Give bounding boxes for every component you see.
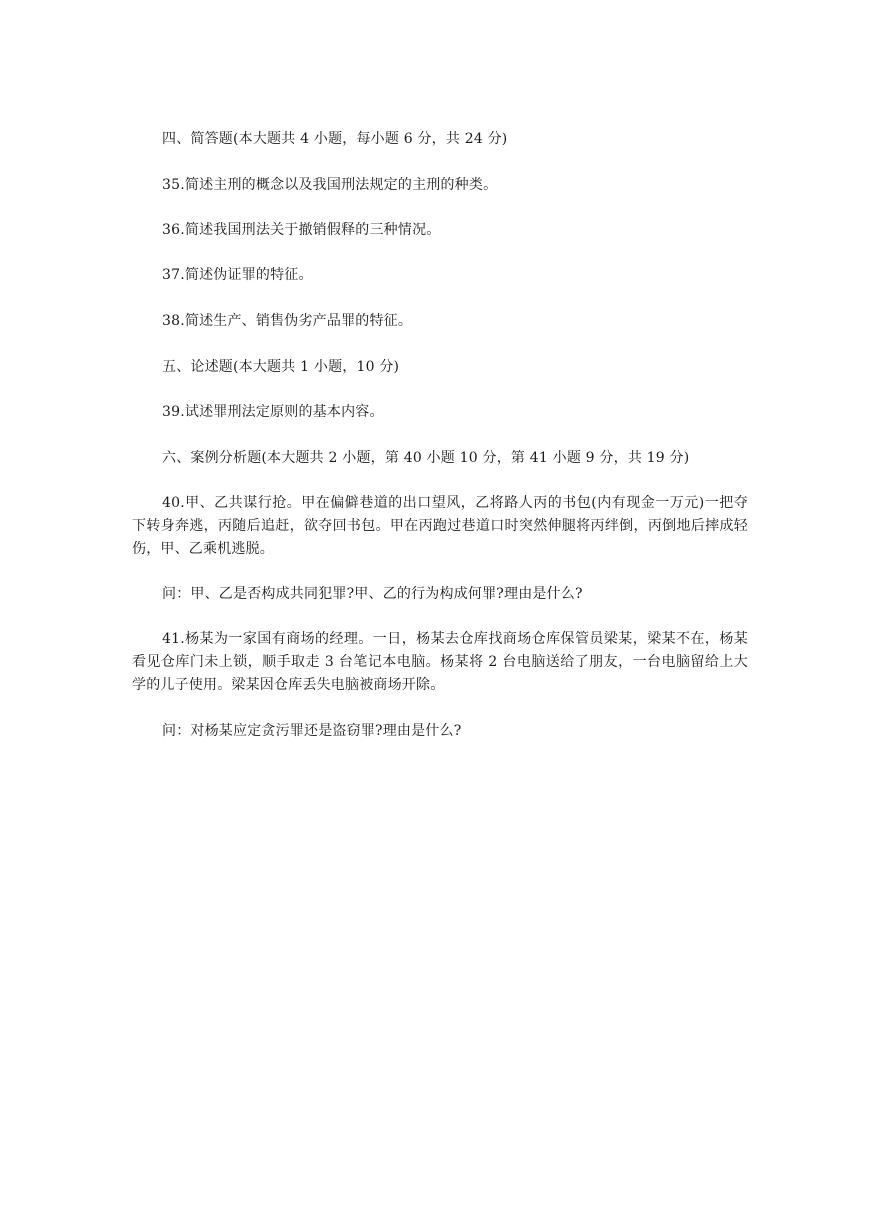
- question-35: 35.简述主刑的概念以及我国刑法规定的主刑的种类。: [162, 177, 498, 193]
- section-four-heading: 四、简答题(本大题共 4 小题，每小题 6 分，共 24 分): [162, 131, 508, 147]
- section-six-heading: 六、案例分析题(本大题共 2 小题，第 40 小题 10 分，第 41 小题 9 分，共 19 分): [162, 450, 690, 466]
- question-39: 39.试述罪刑法定原则的基本内容。: [162, 404, 384, 420]
- question-37: 37.简述伪证罪的特征。: [162, 267, 313, 283]
- question-36: 36.简述我国刑法关于撤销假释的三种情况。: [162, 222, 441, 238]
- section-five-heading: 五、论述题(本大题共 1 小题，10 分): [162, 359, 400, 375]
- question-40-case: 40.甲、乙共谋行抢。甲在偏僻巷道的出口望风，乙将路人丙的书包(内有现金一万元)一把夺下转身奔逃，丙随后追赶，欲夺回书包。甲在丙跑过巷道口时突然伸腿将丙绊倒，丙倒地后摔成轻伤，甲、乙乘机逃脱。: [132, 495, 748, 557]
- question-41-case: 41.杨某为一家国有商场的经理。一日，杨某去仓库找商场仓库保管员梁某，梁某不在，杨某看见仓库门未上锁，顺手取走 3 台笔记本电脑。杨某将 2 台电脑送给了朋友，一台电脑留给上大学的儿子使用。梁某因仓库丢失电脑被商场开除。: [132, 631, 748, 693]
- question-41-prompt: 问：对杨某应定贪污罪还是盗窃罪?理由是什么?: [162, 723, 462, 739]
- question-40-prompt: 问：甲、乙是否构成共同犯罪?甲、乙的行为构成何罪?理由是什么?: [162, 586, 583, 602]
- question-38: 38.简述生产、销售伪劣产品罪的特征。: [162, 313, 413, 329]
